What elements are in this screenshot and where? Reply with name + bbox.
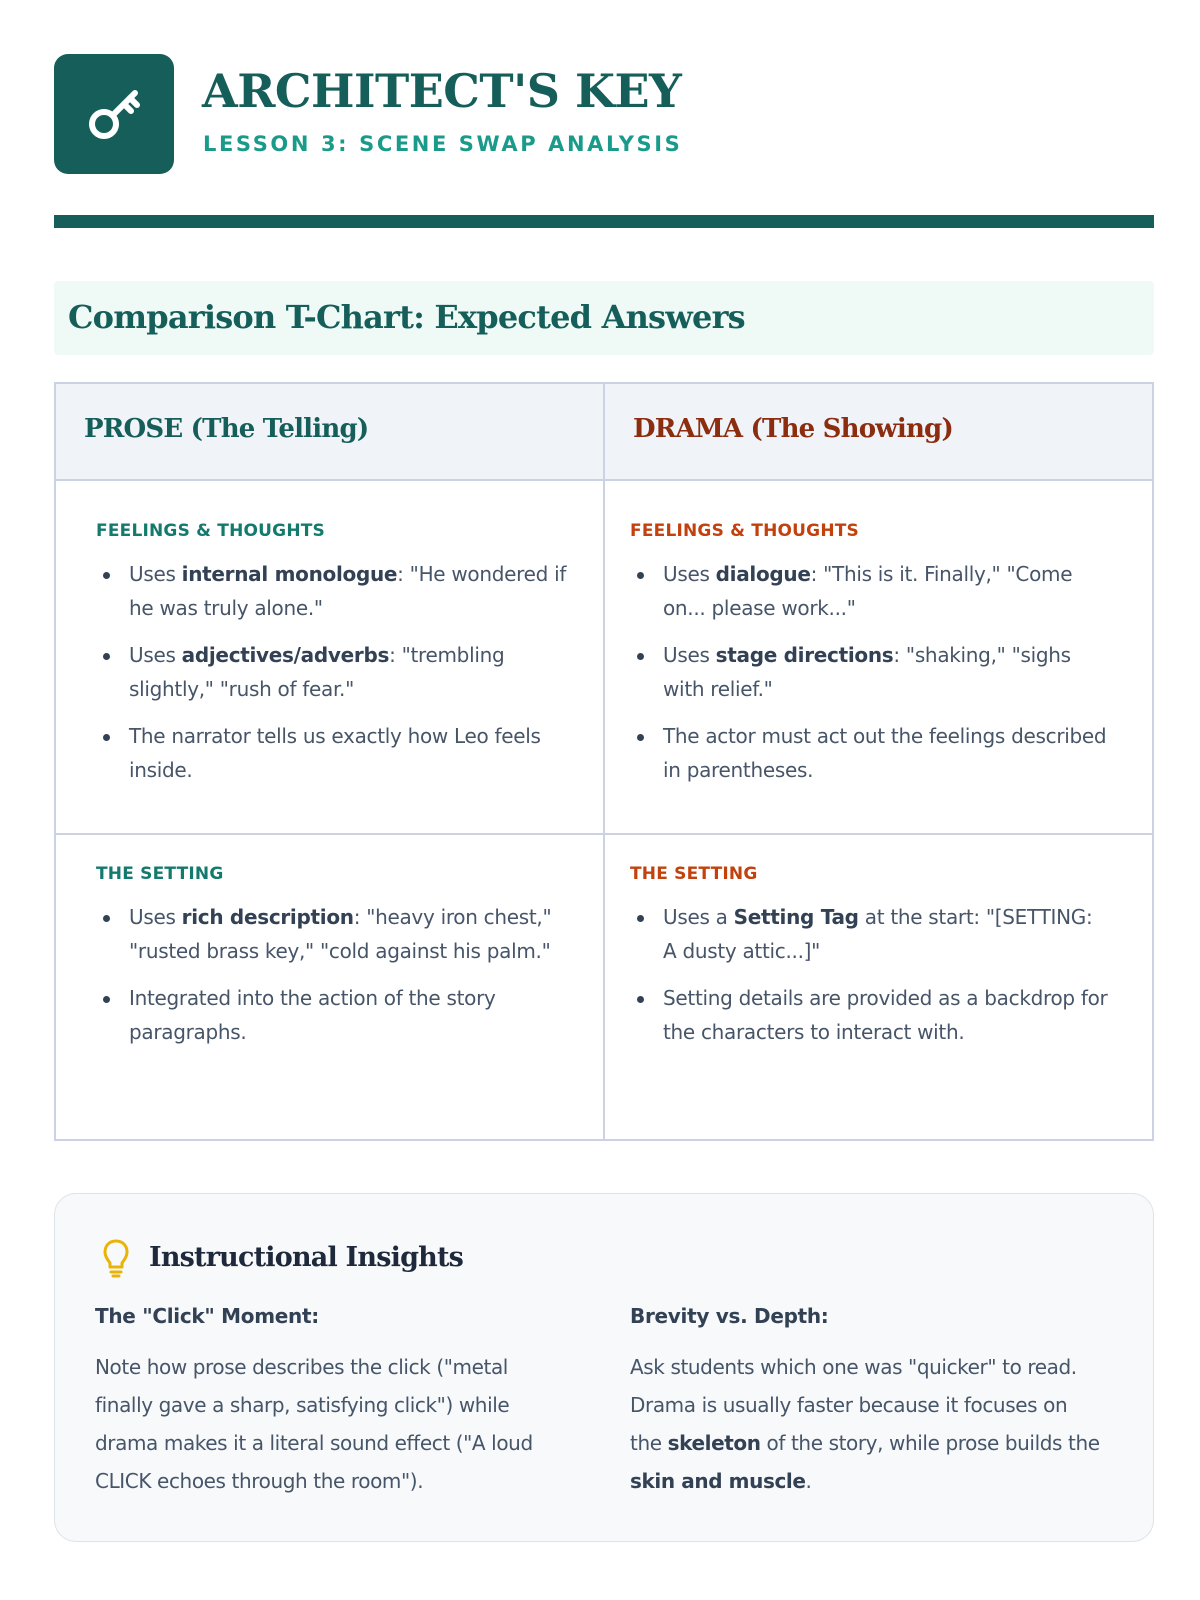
instructional-insights-panel (54, 1193, 1154, 1542)
drama-setting-cell (630, 864, 1110, 1062)
point-list (96, 900, 576, 1049)
key-term: dialogue (715, 562, 811, 586)
prose-column-heading: PROSE (The Telling) (84, 414, 369, 444)
lesson-subtitle: LESSON 3: SCENE SWAP ANALYSIS (203, 132, 683, 156)
point-item: The narrator tells us exactly how Leo feels inside. (96, 719, 576, 787)
key-term: skin and muscle (630, 1469, 806, 1493)
key-term: stage directions (715, 643, 894, 667)
point-item: Uses rich description: "heavy iron chest," "rusted brass key," "cold against his palm." (96, 900, 576, 968)
point-list (630, 557, 1110, 787)
drama-feelings-cell (630, 521, 1110, 800)
key-icon (78, 78, 150, 150)
section-title: Comparison T-Chart: Expected Answers (68, 298, 745, 336)
insight-heading: The "Click" Moment: (95, 1304, 319, 1328)
lightbulb-icon (101, 1238, 131, 1278)
logo-badge (54, 54, 174, 174)
prose-setting-cell (96, 864, 576, 1062)
insight-click-moment (95, 1304, 565, 1500)
point-list (630, 900, 1110, 1049)
key-term: rich description (181, 905, 354, 929)
key-term: internal monologue (181, 562, 398, 586)
page-title: ARCHITECT'S KEY (202, 64, 682, 118)
insight-text: Ask students which one was "quicker" to read. Drama is usually faster because it focuses on the skeleton of the story, while prose builds the skin and muscle. (630, 1355, 1100, 1493)
key-term: adjectives/adverbs (181, 643, 390, 667)
point-item: The actor must act out the feelings described in parentheses. (630, 719, 1110, 787)
column-divider (603, 384, 605, 1139)
insights-title: Instructional Insights (149, 1242, 464, 1273)
comparison-t-chart (54, 382, 1154, 1141)
insight-brevity-depth (630, 1304, 1100, 1500)
insight-heading: Brevity vs. Depth: (630, 1304, 829, 1328)
drama-column-heading: DRAMA (The Showing) (633, 414, 953, 444)
point-item: Uses adjectives/adverbs: "trembling slightly," "rush of fear." (96, 638, 576, 706)
header-divider (54, 215, 1154, 228)
insight-text: Note how prose describes the click ("metal finally gave a sharp, satisfying click") while drama makes it a literal sound effect ("A loud CLICK echoes through the room"). (95, 1355, 533, 1493)
point-item: Integrated into the action of the story paragraphs. (96, 981, 576, 1049)
prose-feelings-cell (96, 521, 576, 800)
section-banner (54, 281, 1154, 355)
point-item: Uses a Setting Tag at the start: "[SETTING: A dusty attic...]" (630, 900, 1110, 968)
point-list (96, 557, 576, 787)
point-item: Uses dialogue: "This is it. Finally," "Come on... please work..." (630, 557, 1110, 625)
point-item: Uses stage directions: "shaking," "sighs with relief." (630, 638, 1110, 706)
key-term: skeleton (667, 1431, 761, 1455)
cell-category-label: FEELINGS & THOUGHTS (630, 521, 859, 541)
point-item: Setting details are provided as a backdrop for the characters to interact with. (630, 981, 1110, 1049)
cell-category-label: THE SETTING (96, 864, 224, 884)
point-item: Uses internal monologue: "He wondered if he was truly alone." (96, 557, 576, 625)
cell-category-label: FEELINGS & THOUGHTS (96, 521, 325, 541)
page-header (54, 54, 1154, 174)
key-term: Setting Tag (733, 905, 859, 929)
cell-category-label: THE SETTING (630, 864, 758, 884)
